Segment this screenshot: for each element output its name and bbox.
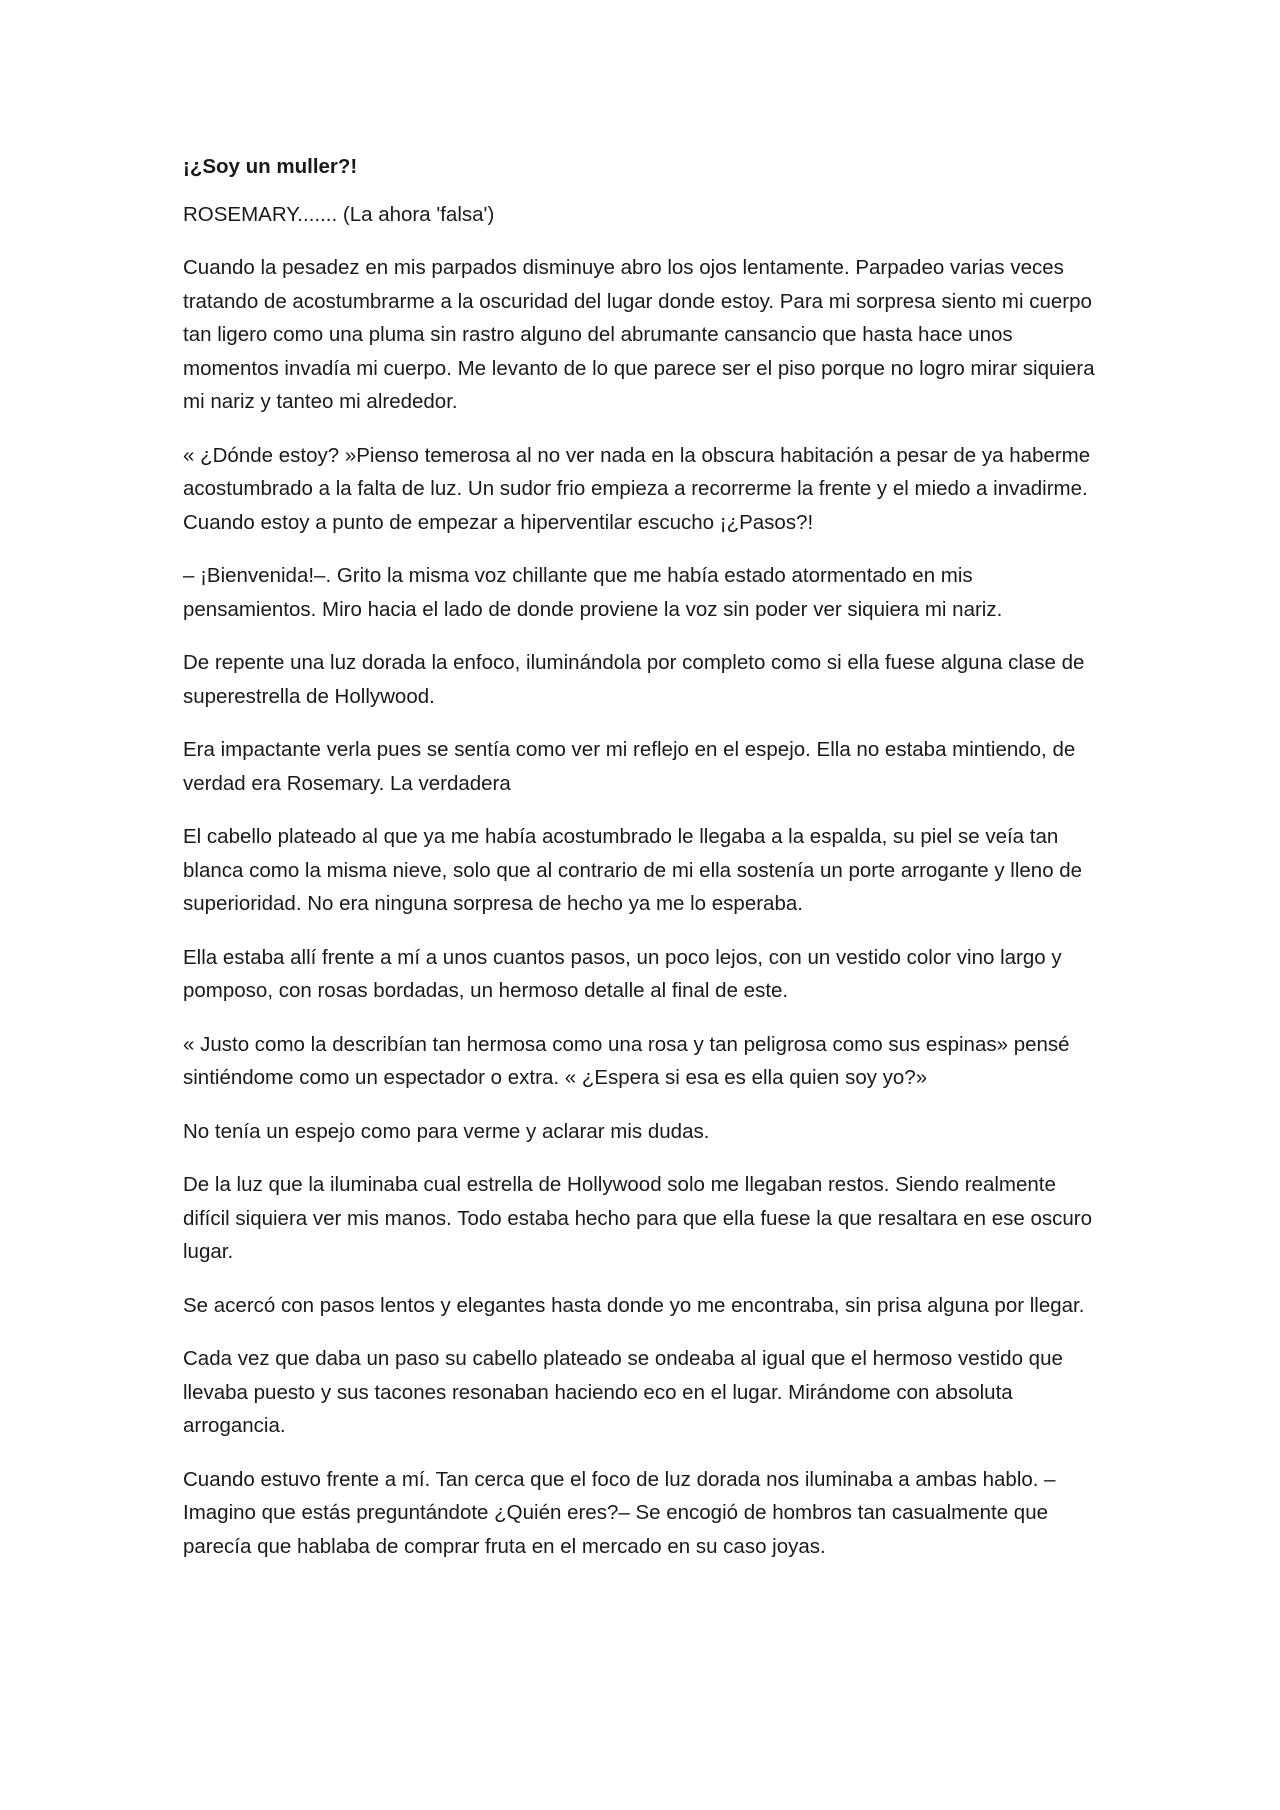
paragraph: El cabello plateado al que ya me había acostumbrado le llegaba a la espalda, su piel se veía tan blanca como la misma nieve, solo que al contrario de mi ella sostenía un porte arrogante y lleno de superioridad. No era ninguna sorpresa de hecho ya me lo esperaba. [183,825,1083,915]
paragraph: Cuando la pesadez en mis parpados disminuye abro los ojos lentamente. Parpadeo varias veces tratando de acostumbrarme a la oscuridad del lugar donde estoy. Para mi sorpresa siento mi cuerpo tan ligero como una pluma sin rastro alguno del abrumante cansancio que hasta hace unos momentos invadía mi cuerpo. Me levanto de lo que parece ser el piso porque no logro mirar siquiera mi nariz y tanteo mi alrededor. [183,256,1095,413]
paragraph: – ¡Bienvenida!–. Grito la misma voz chillante que me había estado atormentado en mis pensamientos. Miro hacia el lado de donde proviene la voz sin poder ver siquiera mi nariz. [183,564,1003,621]
paragraph: « Justo como la describían tan hermosa como una rosa y tan peligrosa como sus espinas» pensé sintiéndome como un espectador o extra. « ¿Espera si esa es ella quien soy yo?» [183,1032,1070,1089]
paragraph: Cuando estuvo frente a mí. Tan cerca que el foco de luz dorada nos iluminaba a ambas hablo. – Imagino que estás preguntándote ¿Quién eres?– Se encogió de hombros tan casualmente que parecía que hablaba de comprar fruta en el mercado en su caso joyas. [183,1467,1056,1558]
chapter-title: ¡¿Soy un muller?! [183,155,358,178]
document-page [183,150,1103,1583]
paragraph: De la luz que la iluminaba cual estrella de Hollywood solo me llegaban restos. Siendo realmente difícil siquiera ver mis manos. Todo estaba hecho para que ella fuese la que resaltara en ese oscuro lugar. [183,1173,1092,1263]
paragraph: Era impactante verla pues se sentía como ver mi reflejo en el espejo. Ella no estaba mintiendo, de verdad era Rosemary. La verdadera [183,738,1076,795]
paragraph: De repente una luz dorada la enfoco, iluminándola por completo como si ella fuese alguna clase de superestrella de Hollywood. [183,651,1085,708]
paragraph: « ¿Dónde estoy? »Pienso temerosa al no ver nada en la obscura habitación a pesar de ya haberme acostumbrado a la falta de luz. Un sudor frio empieza a recorrerme la frente y el miedo a invadirme. Cuando estoy a punto de empezar a hiperventilar escucho ¡¿Pasos?! [183,443,1091,534]
paragraph: No tenía un espejo como para verme y aclarar mis dudas. [183,1119,710,1143]
paragraph: Cada vez que daba un paso su cabello plateado se ondeaba al igual que el hermoso vestido que llevaba puesto y sus tacones resonaban haciendo eco en el lugar. Mirándome con absoluta arrogancia. [183,1347,1063,1437]
paragraph: Ella estaba allí frente a mí a unos cuantos pasos, un poco lejos, con un vestido color vino largo y pomposo, con rosas bordadas, un hermoso detalle al final de este. [183,945,1062,1002]
paragraph: Se acercó con pasos lentos y elegantes hasta donde yo me encontraba, sin prisa alguna por llegar. [183,1293,1085,1317]
paragraph-subtitle: ROSEMARY....... (La ahora 'falsa') [183,202,495,226]
